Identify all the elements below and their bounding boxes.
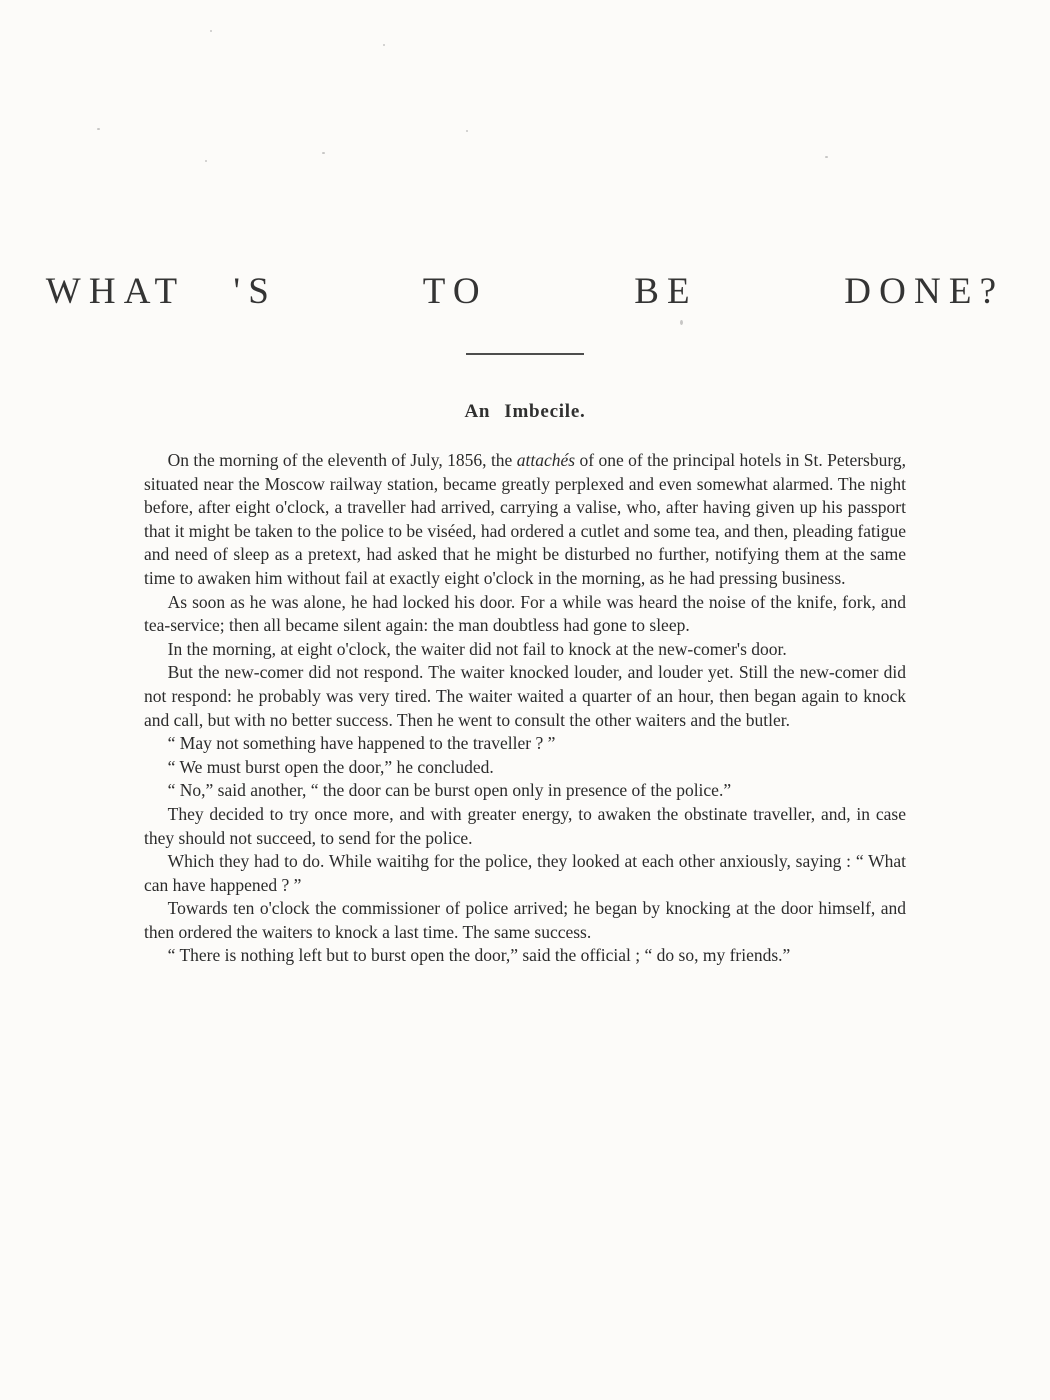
scan-speck xyxy=(680,320,683,325)
scan-speck xyxy=(825,156,828,158)
paragraph-2: As soon as he was alone, he had locked his door. For a while was heard the noise of the knife, fork, and tea-service; then all became silent again: the man doubtless had gone to sleep. xyxy=(144,591,906,636)
paragraph-10: Towards ten o'clock the commissioner of police arrived; he began by knocking at the door himself, and then ordered the waiters to knock a last time. The same success. xyxy=(144,898,906,942)
paragraph-11: “ There is nothing left but to burst open the door,” said the official ; “ do so, my friends.” xyxy=(167,945,791,966)
paragraph-6: “ We must burst open the door,” he concluded. xyxy=(167,756,494,777)
paragraph-1-post: of one of the principal hotels in St. Petersburg, situated near the Moscow railway station, became greatly perplexed and even somewhat alarmed. The night before, after eight o'clock, a traveller had arrived, carrying a valise, who, after having given up his passport that it might be taken to the police to be viséed, had ordered a cutlet and some tea, and then, pleading fatigue and need of sleep as a pretext, had asked that he might be disturbed no further, notifying them at the same time to awaken him without fail at exactly eight o'clock in the morning, as he had pressing business. xyxy=(144,450,906,588)
paragraph-8: They decided to try once more, and with greater energy, to awaken the obstinate traveller, and, in case they should not succeed, to send for the police. xyxy=(144,803,906,848)
title-divider xyxy=(466,353,584,355)
paragraph-3: In the morning, at eight o'clock, the waiter did not fail to knock at the new-comer's door. xyxy=(167,638,787,659)
paragraph-5: “ May not something have happened to the traveller ? ” xyxy=(167,733,556,754)
scan-speck xyxy=(322,152,325,154)
scan-speck xyxy=(383,44,385,46)
scan-speck xyxy=(210,30,212,32)
paragraph-1-pre: On the morning of the eleventh of July, 1856, the xyxy=(167,450,517,470)
paragraph-9: Which they had to do. While waitihg for the police, they looked at each other anxiously, saying : “ What can have happened ? ” xyxy=(144,851,906,895)
paragraph-1-italic: attachés xyxy=(516,450,576,470)
page-title: WHAT 'S TO BE DONE? xyxy=(45,271,1005,312)
paragraph-1 xyxy=(144,449,906,591)
paragraph-7: “ No,” said another, “ the door can be burst open only in presence of the police.” xyxy=(167,780,732,801)
scan-speck xyxy=(205,160,207,162)
body-text xyxy=(144,449,906,968)
chapter-heading: An Imbecile. xyxy=(464,401,586,422)
scan-speck xyxy=(97,128,100,130)
paragraph-4: But the new-comer did not respond. The waiter knocked louder, and louder yet. Still the new-comer did not respond: he probably was very tired. The waiter waited a quarter of an hour, then began again to knock and call, but with no better success. Then he went to consult the other waiters and the butler. xyxy=(144,662,906,730)
scan-speck xyxy=(466,130,468,132)
